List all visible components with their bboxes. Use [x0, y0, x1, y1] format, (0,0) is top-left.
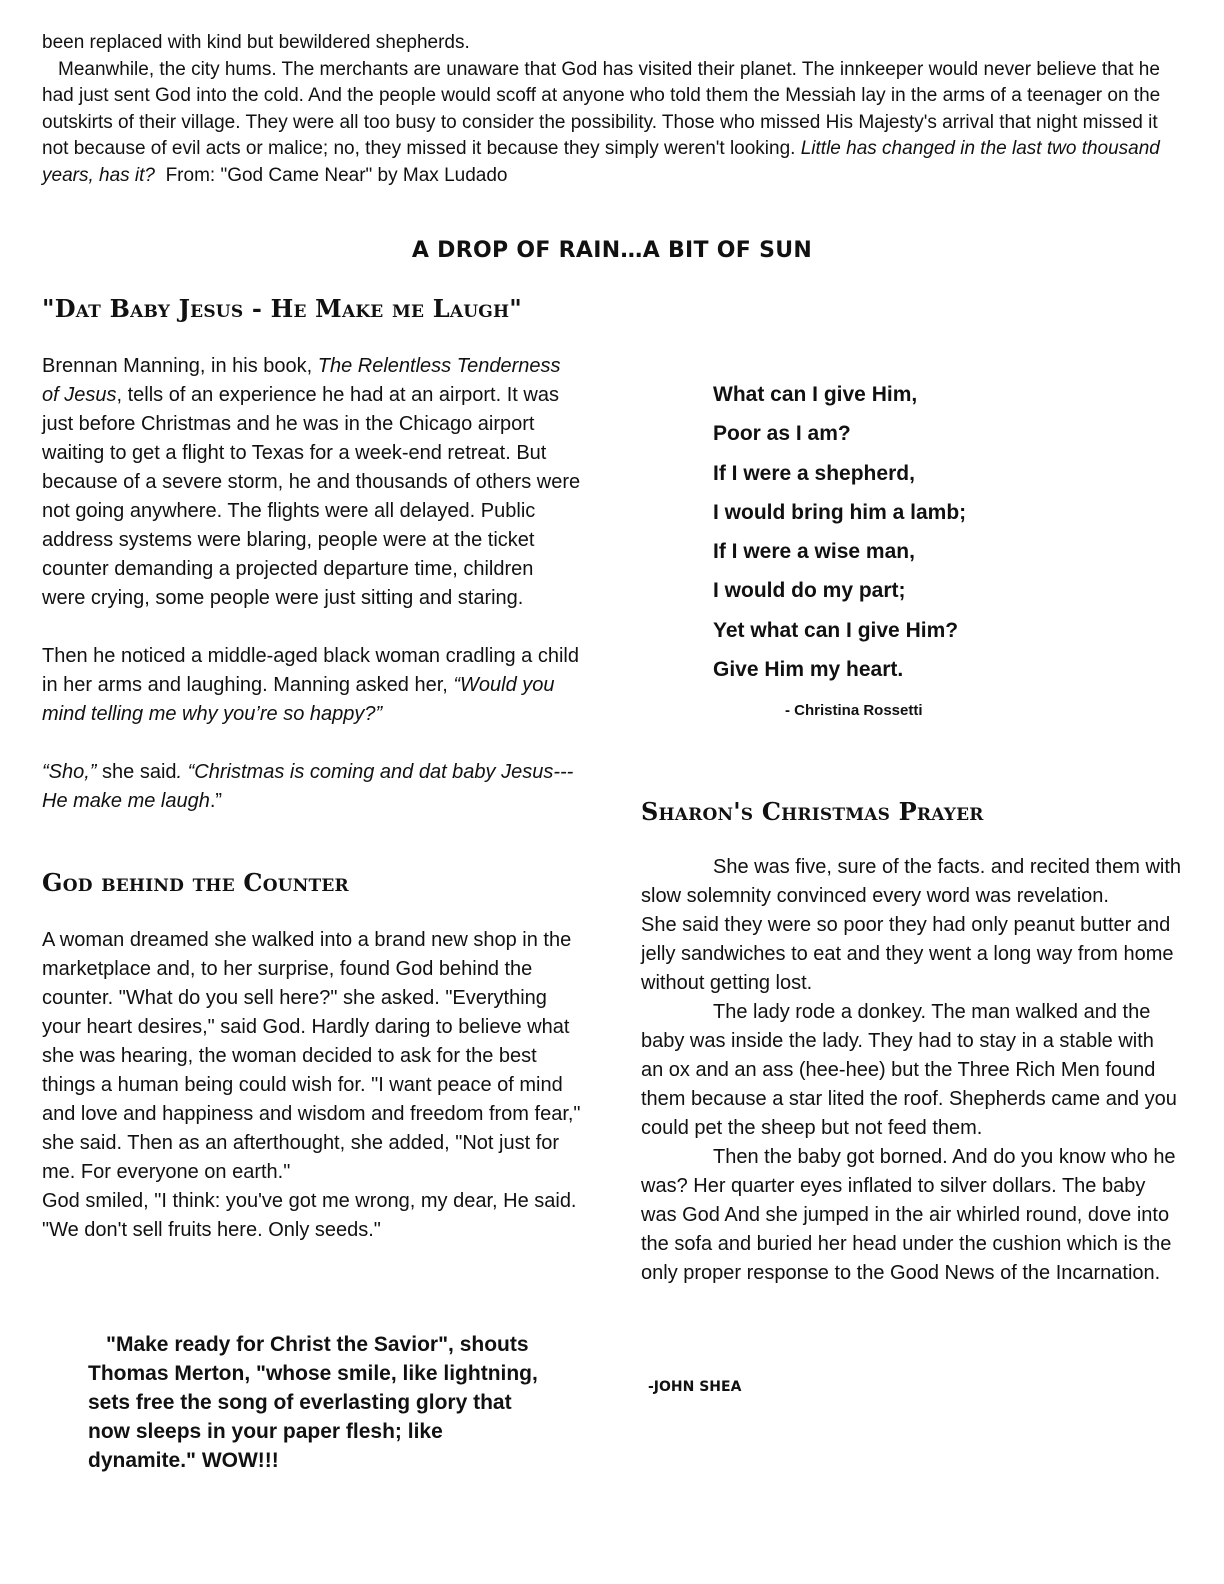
sharon-paragraph-1: She was five, sure of the facts. and recited them with slow solemnity convinced every word was revelation.: [641, 856, 1182, 907]
dat-p3-quote: . “Christmas is coming and dat baby Jesus---He make me laugh: [42, 761, 574, 812]
sharon-prayer-heading: Sharon's Christmas Prayer: [641, 797, 984, 826]
poem-line: Give Him my heart.: [713, 658, 904, 682]
poem-line: If I were a wise man,: [713, 540, 915, 564]
sharon-paragraph-3: The lady rode a donkey. The man walked and the baby was inside the lady. They had to stay in a stable with an ox and an ass (hee-hee) but the Three Rich Men found them because a star lited the roof. Shepherds came and you could pet the sheep but not feed them.: [641, 1001, 1177, 1139]
poem-line: I would bring him a lamb;: [713, 500, 967, 524]
merton-quote-text: "Make ready for Christ the Savior", shouts Thomas Merton, "whose smile, like lightning, sets free the song of everlasting glory that now sleeps in your paper flesh; like dynamite." WOW!!!: [88, 1333, 538, 1472]
dat-p3-end: .”: [209, 790, 223, 812]
intro-italic-text: Little has changed in the last two thousand years, has it?: [42, 138, 1160, 186]
section-heading: A DROP OF RAIN…A BIT OF SUN: [411, 238, 813, 263]
poem-line: Yet what can I give Him?: [713, 618, 959, 642]
poem-author: - Christina Rossetti: [785, 702, 923, 719]
god-paragraph-2: God smiled, "I think: you've got me wrong, my dear, He said. "We don't sell fruits here. Only seeds.": [42, 1190, 577, 1241]
rossetti-poem: [713, 380, 966, 694]
paragraph-gap: [42, 729, 582, 758]
sharon-prayer-story: [641, 853, 1181, 1288]
book-title: The Relentless Tenderness of Jesus: [42, 355, 561, 406]
merton-quote: [88, 1330, 548, 1475]
dat-p3-said: she said: [96, 761, 177, 783]
dat-paragraph-2: [42, 642, 582, 729]
dat-p2-quote: “Would you mind telling me why you’re so happy?”: [42, 674, 555, 725]
dat-paragraph-3: [42, 758, 582, 816]
poem-line: I would do my part;: [713, 579, 906, 603]
intro-paragraph: [42, 57, 1182, 190]
sharon-paragraph-2: She said they were so poor they had only peanut butter and jelly sandwiches to eat and they went a long way from home without getting lost.: [641, 914, 1174, 994]
god-behind-counter-heading: God behind the Counter: [42, 868, 349, 897]
intro-section: [42, 30, 1182, 189]
intro-paragraph-text: Meanwhile, the city hums. The merchants are unaware that God has visited their planet. The innkeeper would never believe that he had just sent God into the cold. And the people would scoff at anyone who told them the Messiah lay in the arms of a teenager on the outskirts of their village. They were all too busy to consider the possibility. Those who missed His Majesty's arrival that night missed it not because of evil acts or malice; no, they missed it because they simply weren't looking.: [42, 58, 1161, 159]
dat-p1-rest: , tells of an experience he had at an airport. It was just before Christmas and he was in the Chicago airport waiting to get a flight to Texas for a week-end retreat. But because of a severe storm, he and thousands of others were not going anywhere. The flights were all delayed. Public address systems were blaring, people were at the ticket counter demanding a projected departure time, children were crying, some people were just sitting and staring.: [42, 384, 581, 609]
god-paragraph-1: A woman dreamed she walked into a brand new shop in the marketplace and, to her surprise, found God behind the counter. "What do you sell here?" she asked. "Everything your heart desires," said God. Hardly daring to believe what she was hearing, the woman decided to ask for the best things a human being could wish for. "I want peace of mind and love and happiness and wisdom and freedom from fear," she said. Then as an afterthought, she added, "Not just for me. For everyone on earth.": [42, 929, 581, 1183]
poem-line: If I were a shepherd,: [713, 461, 915, 485]
intro-source: From: "God Came Near" by Max Ludado: [165, 164, 508, 186]
dat-p2-start: Then he noticed a middle-aged black woman cradling a child in her arms and laughing. Manning asked her,: [42, 645, 579, 696]
sharon-author: -JOHN SHEA: [648, 1379, 742, 1395]
dat-p3-sho: “Sho,”: [42, 761, 97, 783]
dat-p1-start: Brennan Manning, in his book,: [42, 355, 318, 377]
god-behind-counter-story: [42, 926, 582, 1245]
paragraph-gap: [42, 613, 582, 642]
poem-line: Poor as I am?: [713, 422, 851, 446]
dat-baby-jesus-story: [42, 352, 582, 816]
intro-first-line: been replaced with kind but bewildered shepherds.: [42, 32, 470, 53]
poem-line: What can I give Him,: [713, 383, 918, 406]
dat-paragraph-1: [42, 352, 582, 613]
dat-baby-jesus-heading: "Dat Baby Jesus - He Make me Laugh": [42, 294, 522, 323]
sharon-paragraph-4: Then the baby got borned. And do you know who he was? Her quarter eyes inflated to silver dollars. The baby was God And she jumped in the air whirled round, dove into the sofa and buried her head under the cushion which is the only proper response to the Good News of the Incarnation.: [641, 1146, 1176, 1284]
